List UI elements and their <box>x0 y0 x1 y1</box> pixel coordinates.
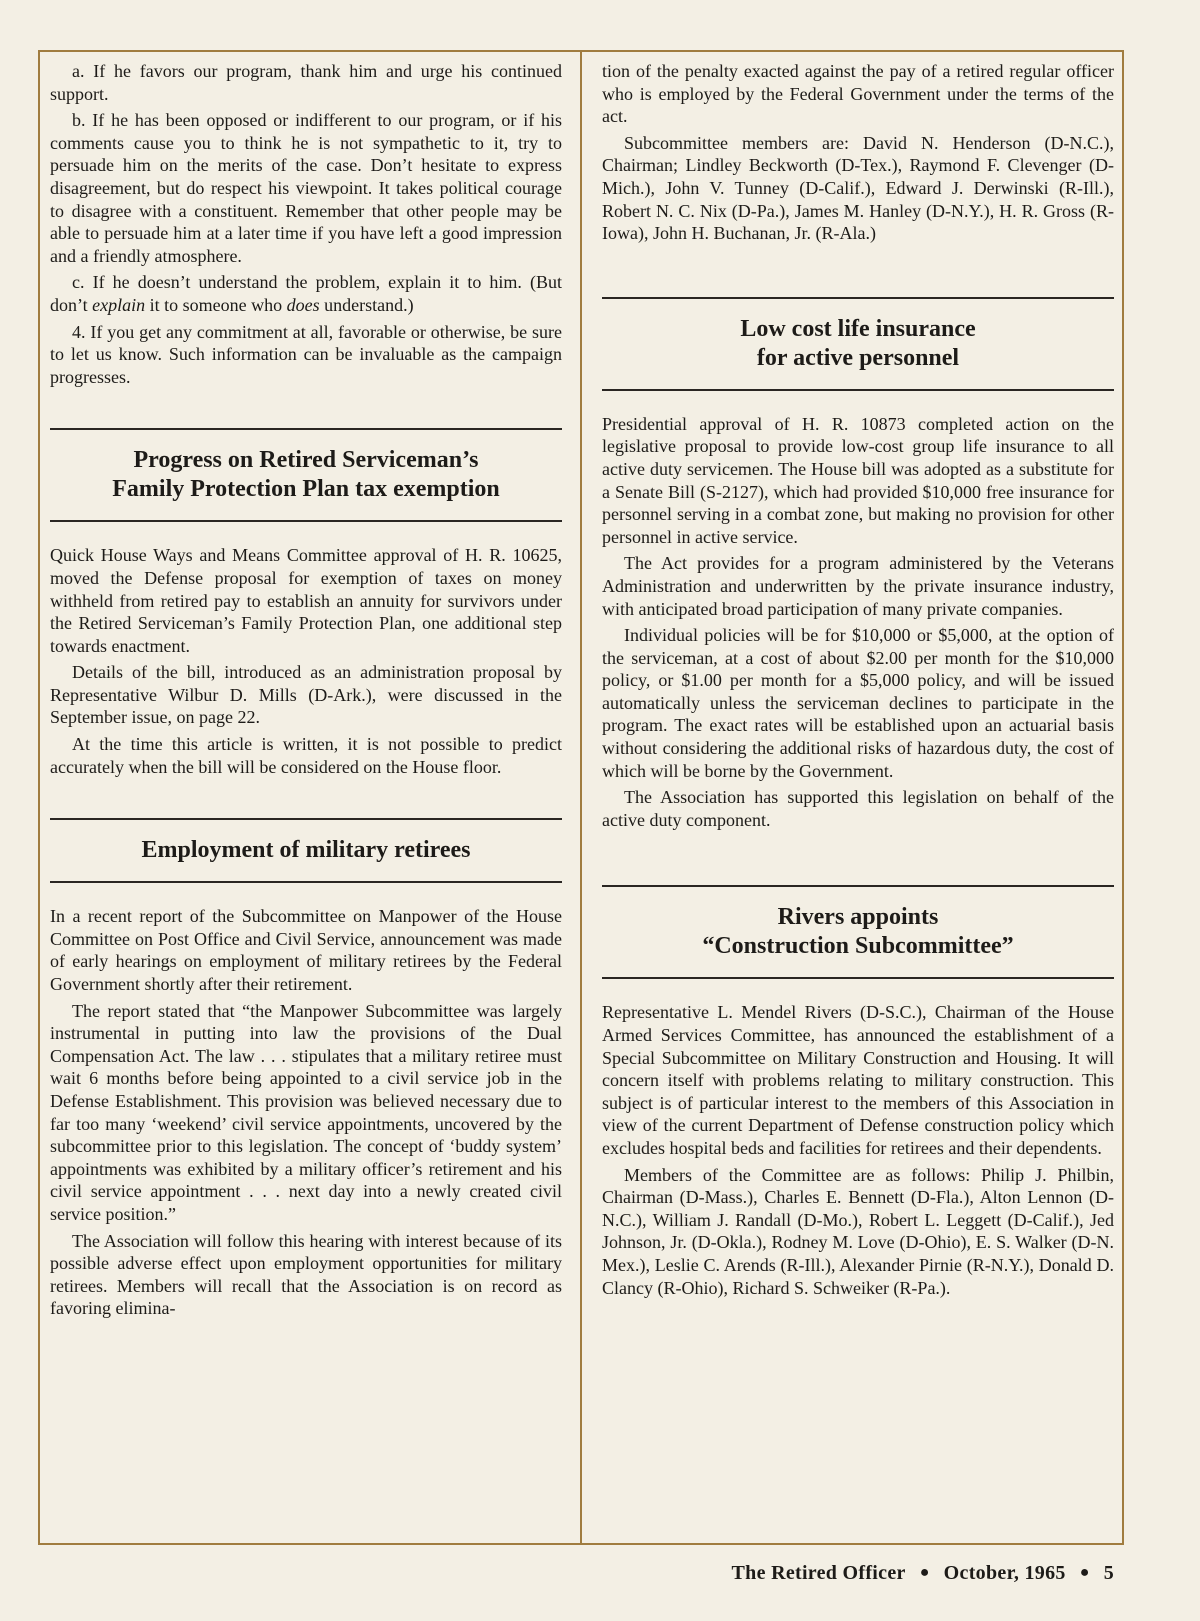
headline-line: Family Protection Plan tax exemption <box>112 476 500 503</box>
headline-rivers <box>602 903 1114 961</box>
article-paragraph: The report stated that “the Manpower Subcommittee was largely instrumental in putting into law the provisions of the Dual Compensation Act. The law . . . stipulates that a military retiree must wait 6 months before being appointed to a civil service job in the Defense Establishment. This provision was believed necessary due to far too many ‘weekend’ civil service appointments, uncovered by the subcommittee prior to this legislation. The concept of ‘buddy system’ appointments was exhibited by a military officer’s retirement and his civil service appointment . . . next day into a newly created civil service position.” <box>50 1000 562 1224</box>
headline-employment <box>50 836 562 865</box>
article-paragraph: The Association has supported this legislation on behalf of the active duty component. <box>602 787 1114 830</box>
footer-separator: ● <box>919 1564 930 1581</box>
page-number: 5 <box>1103 1562 1114 1584</box>
article-paragraph: The Act provides for a program administered by the Veterans Administration and underwritten by the private insurance industry, with anticipated broad participation of many private companies. <box>602 553 1114 619</box>
article-paragraph: At the time this article is written, it is not possible to predict accurately when the bill will be considered on the House floor. <box>50 734 562 777</box>
article-paragraph: The Association will follow this hearing with interest because of its possible adverse effect upon employment opportunities for military retirees. Members will recall that the Association is on record as favoring elimina- <box>50 1230 562 1319</box>
article-paragraph: In a recent report of the Subcommittee on Manpower of the House Committee on Post Office and Civil Service, announcement was made of early hearings on employment of military retirees by the Federal Government shortly after their retirement. <box>50 906 562 995</box>
item-4: 4. If you get any commitment at all, favorable or otherwise, be sure to let us know. Such information can be invaluable as the campaign progresses. <box>50 321 562 387</box>
item-c-text: c. If he doesn’t understand the problem, explain it to him. (But don’t <box>50 272 562 315</box>
item-c-emphasis-does: does <box>286 294 320 315</box>
left-column <box>50 60 562 1324</box>
item-a: a. If he favors our program, thank him and urge his continued support. <box>50 61 562 104</box>
article-paragraph: Representative L. Mendel Rivers (D-S.C.), Chairman of the House Armed Services Committee, has announced the establishment of a Special Subcommittee on Military Construction and Housing. It will concern itself with problems relating to military construction. This subject is of particular interest to the members of this Association in view of the current Department of Defense construction policy which excludes hospital beds and facilities for retirees and their dependents. <box>602 1002 1114 1158</box>
item-c-text: it to someone who <box>145 294 287 315</box>
headline-line: “Construction Subcommittee” <box>702 933 1014 960</box>
headline-line: for active personnel <box>756 344 960 371</box>
item-c <box>50 271 562 316</box>
footer-separator: ● <box>1079 1564 1090 1581</box>
item-b: b. If he has been opposed or indifferent to our program, or if his comments cause you to think he is not sympathetic to it, try to persuade him on the merits of the case. Don’t hesitate to express disagreement, but do respect his viewpoint. It takes political courage to disagree with a constituent. Remember that other people may be able to persuade him at a later time if you have left a good impression and a friendly atmosphere. <box>50 110 562 266</box>
headline-line: Rivers appoints <box>777 904 939 931</box>
continuation-paragraph: tion of the penalty exacted against the pay of a retired regular officer who is employed by the Federal Government under the terms of the act. <box>602 61 1114 127</box>
article-paragraph: Members of the Committee are as follows: Philip J. Philbin, Chairman (D-Mass.), Charles E. Bennett (D-Fla.), Alton Lennon (D-N.C.), William J. Randall (D-Mo.), Robert L. Leggett (D-Calif.), Jed Johnson, Jr. (D-Okla.), Rodney M. Love (D-Ohio), E. S. Walker (D-N. Mex.), Leslie C. Arends (R-Ill.), Alexander Pirnie (R-N.Y.), Donald D. Clancy (R-Ohio), Richard S. Schweiker (R-Pa.). <box>602 1164 1114 1298</box>
headline-life-insurance <box>602 315 1114 373</box>
publication-name: The Retired Officer <box>731 1562 906 1584</box>
page-footer <box>732 1562 1114 1585</box>
headline-tax-exemption <box>50 446 562 504</box>
article-paragraph: Individual policies will be for $10,000 or $5,000, at the option of the serviceman, at a cost of about $2.00 per month for the $10,000 policy, or $1.00 per month for a $5,000 policy, and will be issued automatically unless the serviceman declines to participate in the program. The exact rates will be established upon an actuarial basis without considering the additional risks of hazardous duty, the cost of which will be borne by the Government. <box>602 625 1114 781</box>
column-divider <box>580 50 582 1545</box>
headline-line: Progress on Retired Serviceman’s <box>133 447 479 474</box>
subcommittee-members: Subcommittee members are: David N. Henderson (D-N.C.), Chairman; Lindley Beckworth (D-Tex.), Raymond F. Clevenger (D-Mich.), John V. Tunney (D-Calif.), Edward J. Derwinski (R-Ill.), Robert N. C. Nix (D-Pa.), James M. Hanley (D-N.Y.), H. R. Gross (R-Iowa), John H. Buchanan, Jr. (R-Ala.) <box>602 132 1114 244</box>
headline-line: Employment of military retirees <box>141 837 471 864</box>
item-c-text: understand.) <box>319 294 414 315</box>
article-paragraph: Quick House Ways and Means Committee approval of H. R. 10625, moved the Defense proposal for exemption of taxes on money withheld from retired pay to establish an annuity for survivors under the Retired Serviceman’s Family Protection Plan, one additional step towards enactment. <box>50 545 562 656</box>
item-c-emphasis-explain: explain <box>92 294 146 315</box>
headline-line: Low cost life insurance <box>740 315 976 342</box>
article-paragraph: Details of the bill, introduced as an administration proposal by Representative Wilbur D. Mills (D-Ark.), were discussed in the September issue, on page 22. <box>50 662 562 728</box>
article-paragraph: Presidential approval of H. R. 10873 completed action on the legislative proposal to provide low-cost group life insurance to all active duty servicemen. The House bill was adopted as a substitute for a Senate Bill (S-2127), which had provided $10,000 free insurance for personnel serving in a combat zone, but making no provision for other personnel in active service. <box>602 413 1114 547</box>
issue-date: October, 1965 <box>943 1562 1066 1584</box>
right-column <box>602 60 1114 1303</box>
